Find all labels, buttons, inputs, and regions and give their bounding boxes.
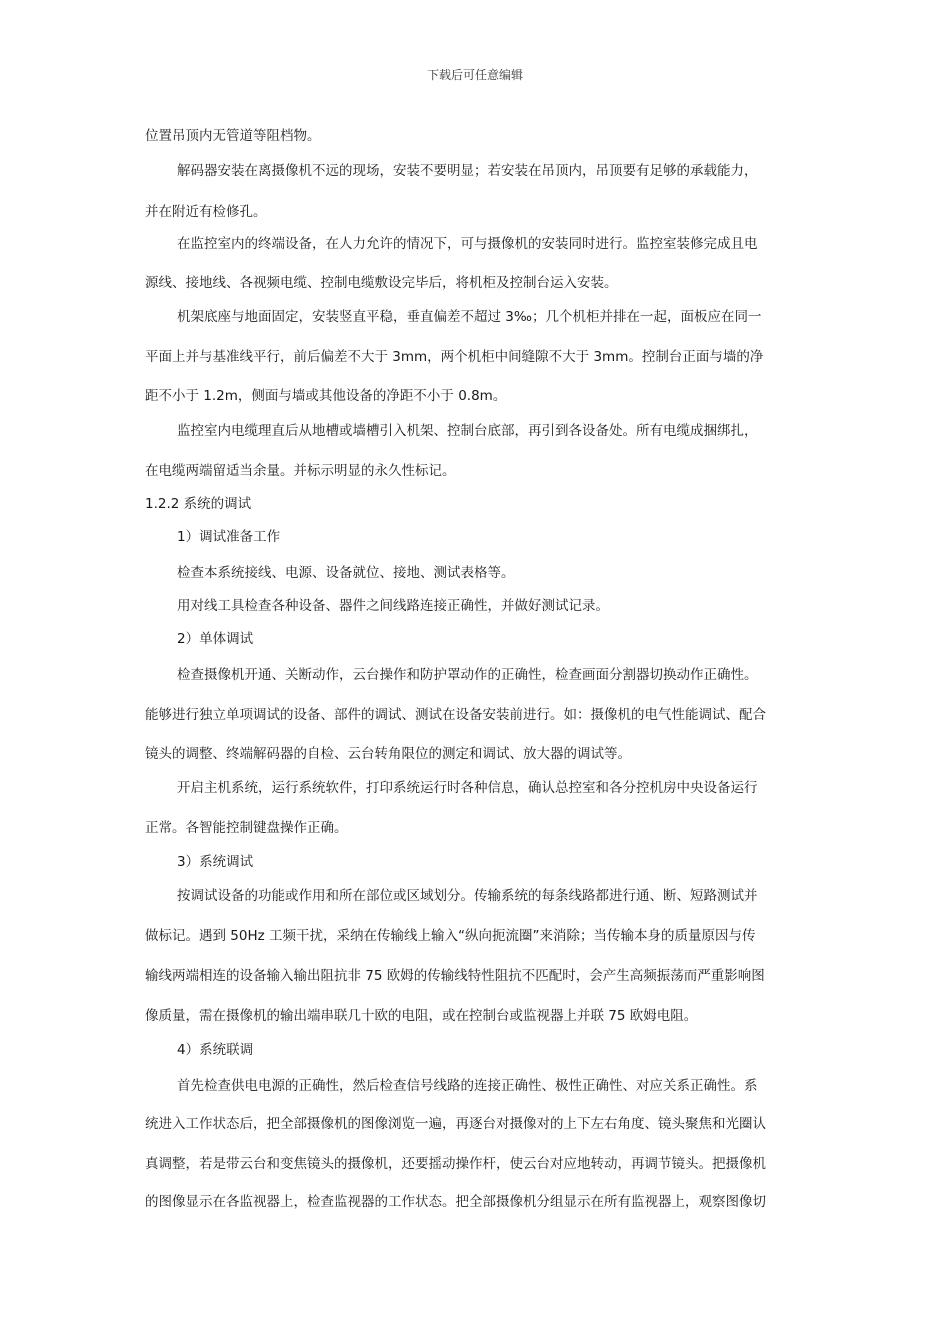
paragraph-line: 平面上并与基准线平行，前后偏差不大于 3mm，两个机柜中间缝隙不大于 3mm。控制台正面与墙的净 [145,349,764,365]
paragraph-line: 像质量，需在摄像机的输出端串联几十欧的电阻，或在控制台或监视器上并联 75 欧姆电阻。 [145,1008,698,1024]
paragraph-line: 位置吊顶内无管道等阻档物。 [145,128,321,144]
paragraph-line: 1）调试准备工作 [177,529,281,545]
paragraph-line: 正常。各智能控制键盘操作正确。 [145,820,348,836]
paragraph-line: 机架底座与地面固定，安装竖直平稳，垂直偏差不超过 3‰；几个机柜并排在一起，面板应在同一 [177,309,762,325]
paragraph-line: 检查本系统接线、电源、设备就位、接地、测试表格等。 [177,565,515,581]
paragraph-line: 解码器安装在离摄像机不远的现场，安装不要明显；若安装在吊顶内，吊顶要有足够的承载能力， [177,163,758,179]
paragraph-line: 的图像显示在各监视器上，检查监视器的工作状态。把全部摄像机分组显示在所有监视器上，观察图像切 [145,1194,766,1210]
paragraph-line: 并在附近有检修孔。 [145,204,267,220]
page-header: 下载后可任意编辑 [426,68,523,82]
paragraph-line: 按调试设备的功能或作用和所在部位或区域划分。传输系统的每条线路都进行通、断、短路测试并 [177,888,758,904]
paragraph-line: 3）系统调试 [177,854,254,870]
paragraph-line: 统进入工作状态后，把全部摄像机的图像浏览一遍，再逐台对摄像对的上下左右角度、镜头聚焦和光圈认 [145,1116,766,1132]
paragraph-line: 源线、接地线、各视频电缆、控制电缆敷设完毕后，将机柜及控制台运入安装。 [145,275,618,291]
paragraph-line: 在监控室内的终端设备，在人力允许的情况下，可与摄像机的安装同时进行。监控室装修完成且电 [177,236,758,252]
paragraph-line: 距不小于 1.2m，侧面与墙或其他设备的净距不小于 0.8m。 [145,388,507,404]
paragraph-line: 监控室内电缆理直后从地槽或墙槽引入机架、控制台底部，再引到各设备处。所有电缆成捆绑扎， [177,423,758,439]
paragraph-line: 在电缆两端留适当余量。并标示明显的永久性标记。 [145,463,456,479]
paragraph-line: 输线两端相连的设备输入输出阻抗非 75 欧姆的传输线特性阻抗不匹配时，会产生高频振荡而严重影响图 [145,968,765,984]
paragraph-line: 真调整，若是带云台和变焦镜头的摄像机，还要摇动操作杆，使云台对应地转动，再调节镜头。把摄像机 [145,1156,766,1172]
paragraph-line: 开启主机系统，运行系统软件，打印系统运行时各种信息，确认总控室和各分控机房中央设备运行 [177,780,758,796]
paragraph-line: 能够进行独立单项调试的设备、部件的调试、测试在设备安装前进行。如：摄像机的电气性能调试、配合 [145,707,766,723]
paragraph-line: 1.2.2 系统的调试 [145,496,252,512]
paragraph-line: 4）系统联调 [177,1042,254,1058]
paragraph-line: 首先检查供电电源的正确性，然后检查信号线路的连接正确性、极性正确性、对应关系正确性。系 [177,1078,758,1094]
paragraph-line: 检查摄像机开通、关断动作，云台操作和防护罩动作的正确性，检查画面分割器切换动作正确性。 [177,667,758,683]
paragraph-line: 做标记。遇到 50Hz 工频干扰，采纳在传输线上输入“纵向扼流圈”来消除；当传输本身的质量原因与传 [145,928,756,944]
paragraph-line: 2）单体调试 [177,631,254,647]
paragraph-line: 镜头的调整、终端解码器的自检、云台转角限位的测定和调试、放大器的调试等。 [145,746,631,762]
paragraph-line: 用对线工具检查各种设备、器件之间线路连接正确性，并做好测试记录。 [177,598,609,614]
